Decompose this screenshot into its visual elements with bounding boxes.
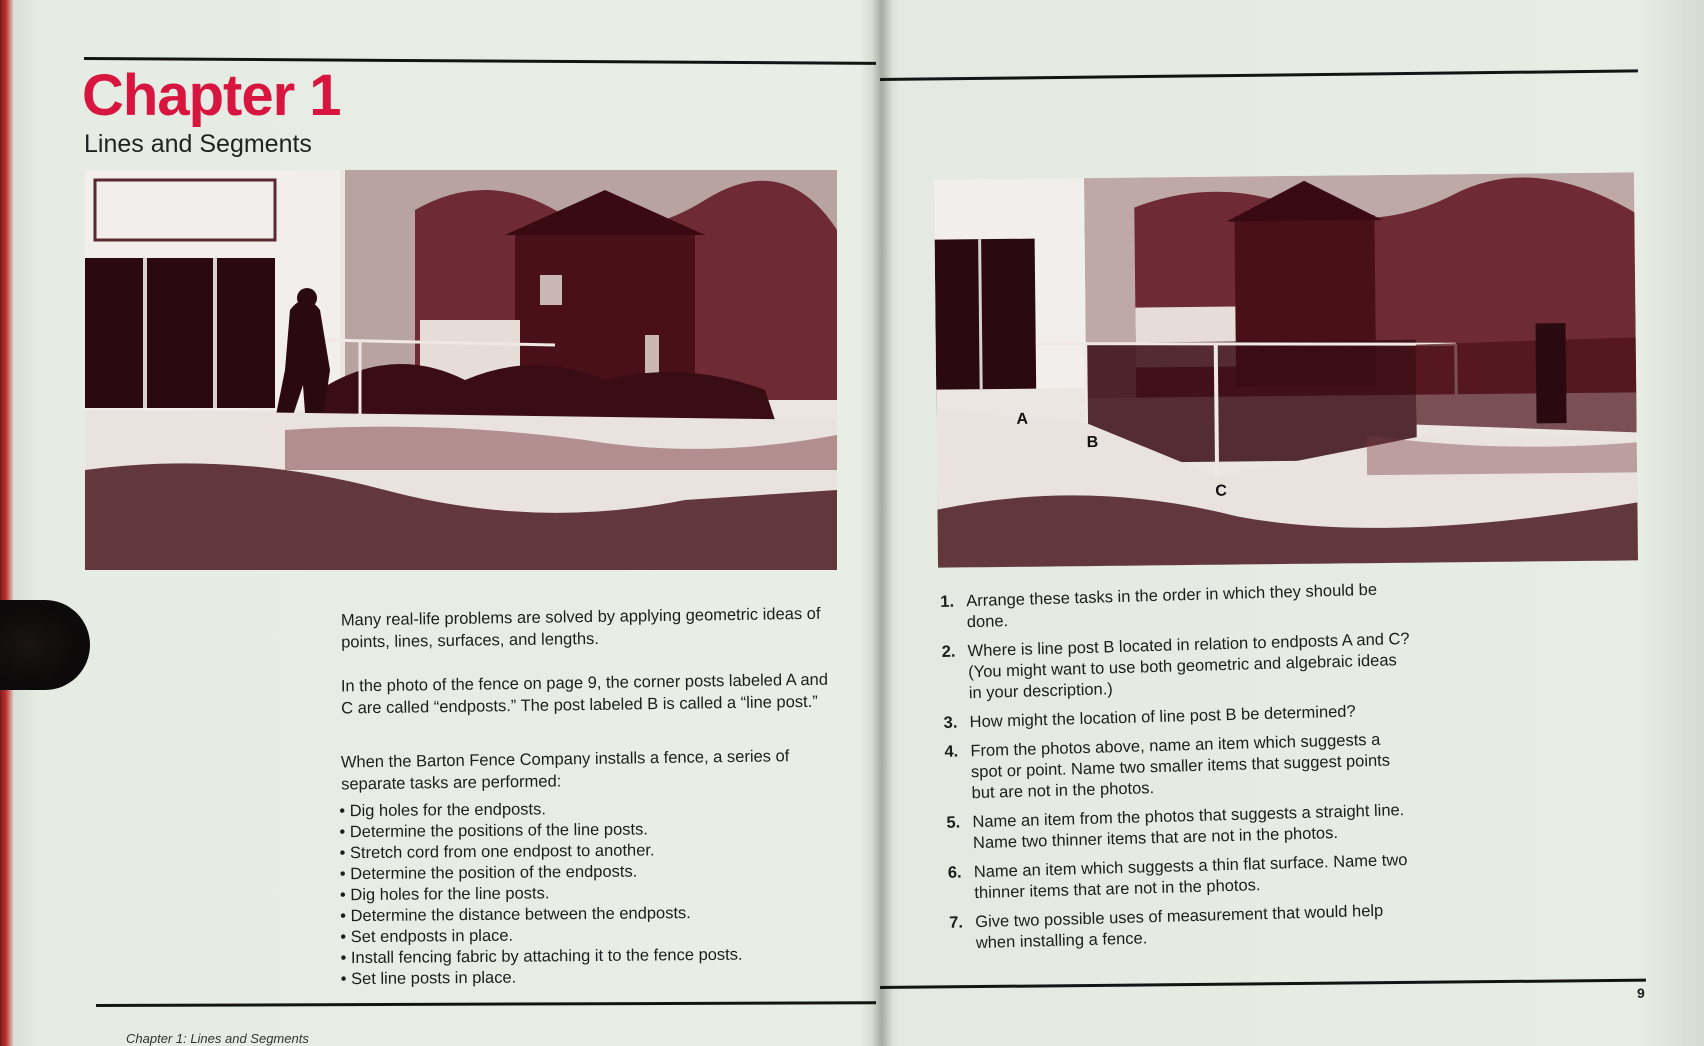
page-number: 9	[1637, 985, 1645, 1001]
chapter-subtitle: Lines and Segments	[84, 130, 312, 158]
chapter-title: Chapter 1	[82, 63, 341, 128]
task-item: • Determine the distance between the endposts.	[340, 902, 840, 927]
question-text: From the photos above, name an item which suggests a spot or point. Name two smaller items that suggest points but are not in the photos.	[970, 730, 1391, 803]
question-number: 5.	[946, 813, 961, 832]
question-number: 6.	[947, 863, 962, 882]
question-text: Name an item from the photos that suggests a straight line. Name two thinner items that are not in the photos.	[972, 801, 1405, 853]
question-item	[944, 729, 1416, 805]
fence-photo-left	[85, 170, 837, 570]
task-item: • Install fencing fabric by attaching it to the fence posts.	[340, 944, 840, 969]
photo-label-b: B	[1086, 433, 1099, 452]
question-text: Give two possible uses of measurement that would help when installing a fence.	[974, 901, 1384, 953]
question-item	[940, 579, 1411, 634]
fence-photo-right	[934, 172, 1638, 567]
question-number: 3.	[943, 713, 958, 732]
fence-photo-left-art	[85, 170, 837, 570]
question-item	[941, 629, 1413, 705]
task-item: • Dig holes for the line posts.	[340, 881, 840, 906]
fence-photo-right-art	[934, 172, 1638, 567]
photo-label-a: A	[1016, 410, 1029, 428]
running-footer: Chapter 1: Lines and Segments	[126, 1031, 309, 1046]
question-text: Arrange these tasks in the order in which they should be done.	[966, 580, 1378, 632]
task-list	[339, 797, 841, 990]
right-page	[880, 0, 1704, 1046]
question-list	[940, 579, 1420, 963]
question-item	[948, 850, 1419, 905]
question-number: 7.	[948, 913, 964, 932]
intro-paragraph-2: In the photo of the fence on page 9, the corner posts labeled A and C are called “endposts.” The post labeled B is called a “line post.”	[340, 670, 829, 718]
task-item: • Determine the positions of the line posts.	[339, 818, 839, 843]
intro-paragraph-1: Many real-life problems are solved by applying geometric ideas of points, lines, surfaces, and lengths.	[340, 604, 821, 652]
question-item	[946, 800, 1417, 855]
question-text: How might the location of line post B be determined?	[969, 702, 1356, 732]
question-item	[943, 700, 1413, 734]
top-rule	[880, 69, 1638, 81]
task-item: • Stretch cord from one endpost to another.	[340, 839, 840, 864]
question-number: 4.	[944, 742, 959, 761]
photo-label-c: C	[1215, 482, 1227, 500]
question-item	[949, 900, 1420, 955]
question-number: 2.	[941, 642, 956, 661]
bottom-rule	[880, 979, 1646, 989]
question-number: 1.	[940, 592, 955, 611]
task-item: • Determine the position of the endposts.	[340, 860, 840, 885]
question-text: Name an item which suggests a thin flat surface. Name two thinner items that are not in the photos.	[973, 851, 1408, 903]
task-item: • Set endposts in place.	[340, 923, 840, 948]
bottom-rule	[96, 1001, 876, 1007]
task-item: • Set line posts in place.	[341, 965, 841, 990]
intro-paragraph-3: When the Barton Fence Company installs a fence, a series of separate tasks are performed:	[340, 747, 790, 794]
task-item: • Dig holes for the endposts.	[339, 797, 839, 822]
question-text: Where is line post B located in relation to endposts A and C? (You might want to use both geometric and algebraic ideas in your description.)	[967, 629, 1410, 703]
